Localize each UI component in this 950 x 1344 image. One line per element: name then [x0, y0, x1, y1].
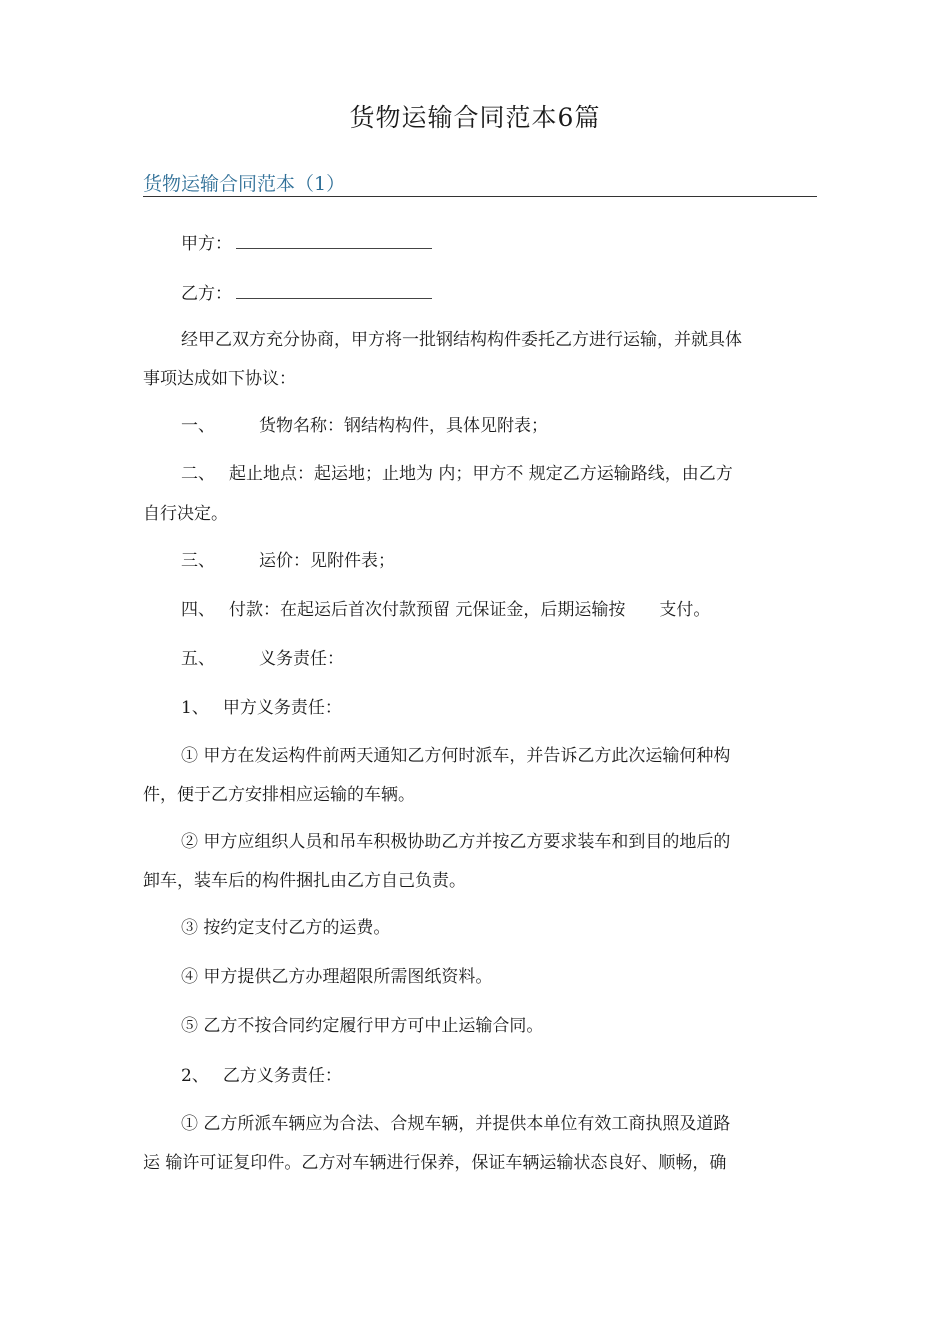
party-a-line	[143, 234, 855, 254]
item-2-continued: 自行决定。	[143, 504, 228, 524]
sub-2	[143, 1066, 855, 1086]
party-b-line	[143, 284, 855, 304]
clause-a4: ④ 甲方提供乙方办理超限所需图纸资料。	[181, 967, 493, 987]
clause-b1-line-1: ① 乙方所派车辆应为合法、合规车辆，并提供本单位有效工商执照及道路	[181, 1114, 731, 1134]
item-4-text-b: 支付。	[659, 600, 711, 620]
clause-a5: ⑤ 乙方不按合同约定履行甲方可中止运输合同。	[181, 1016, 544, 1036]
clause-a1-line-1: ① 甲方在发运构件前两天通知乙方何时派车，并告诉乙方此次运输何种构	[181, 746, 731, 766]
party-b-blank	[236, 284, 432, 299]
intro-line-2: 事项达成如下协议：	[143, 369, 296, 389]
sub-2-text: 乙方义务责任：	[222, 1066, 342, 1086]
item-5-number: 五、	[181, 649, 215, 669]
item-2-text: 起止地点：起运地；止地为 内；甲方不 规定乙方运输路线，由乙方	[229, 464, 733, 484]
item-5	[143, 649, 855, 669]
clause-a2-line-1: ② 甲方应组织人员和吊车积极协助乙方并按乙方要求装车和到目的地后的	[181, 832, 731, 852]
item-1-number: 一、	[181, 416, 215, 436]
document-title: 货物运输合同范本6篇	[349, 103, 601, 132]
intro-line-1: 经甲乙双方充分协商，甲方将一批钢结构构件委托乙方进行运输，并就具体	[181, 330, 742, 350]
item-4-number: 四、	[181, 600, 215, 620]
item-5-text: 义务责任：	[259, 649, 344, 669]
clause-a2-line-2: 卸车，装车后的构件捆扎由乙方自己负责。	[143, 871, 466, 891]
item-3-number: 三、	[181, 551, 215, 571]
sub-2-number: 2、	[181, 1066, 209, 1086]
item-3-text: 运价：见附件表；	[259, 551, 395, 571]
sub-1	[143, 698, 855, 718]
item-3	[143, 551, 855, 571]
clause-a3: ③ 按约定支付乙方的运费。	[181, 918, 391, 938]
clause-b1-line-2: 运 输许可证复印件。乙方对车辆进行保养，保证车辆运输状态良好、顺畅，确	[143, 1153, 727, 1173]
item-1	[143, 416, 855, 436]
sub-1-text: 甲方义务责任：	[222, 698, 342, 718]
party-b-label: 乙方：	[181, 284, 232, 304]
clause-a1-line-2: 件，便于乙方安排相应运输的车辆。	[143, 785, 415, 805]
item-2-number: 二、	[181, 464, 215, 484]
party-a-label: 甲方：	[181, 234, 232, 254]
section-heading: 货物运输合同范本（1）	[143, 172, 817, 197]
sub-1-number: 1、	[181, 698, 209, 718]
item-2	[143, 464, 855, 484]
party-a-blank	[236, 234, 432, 249]
item-4	[143, 600, 855, 620]
item-4-text-a: 付款：在起运后首次付款预留 元保证金，后期运输按	[229, 600, 626, 620]
item-1-text: 货物名称：钢结构构件，具体见附表；	[259, 416, 548, 436]
